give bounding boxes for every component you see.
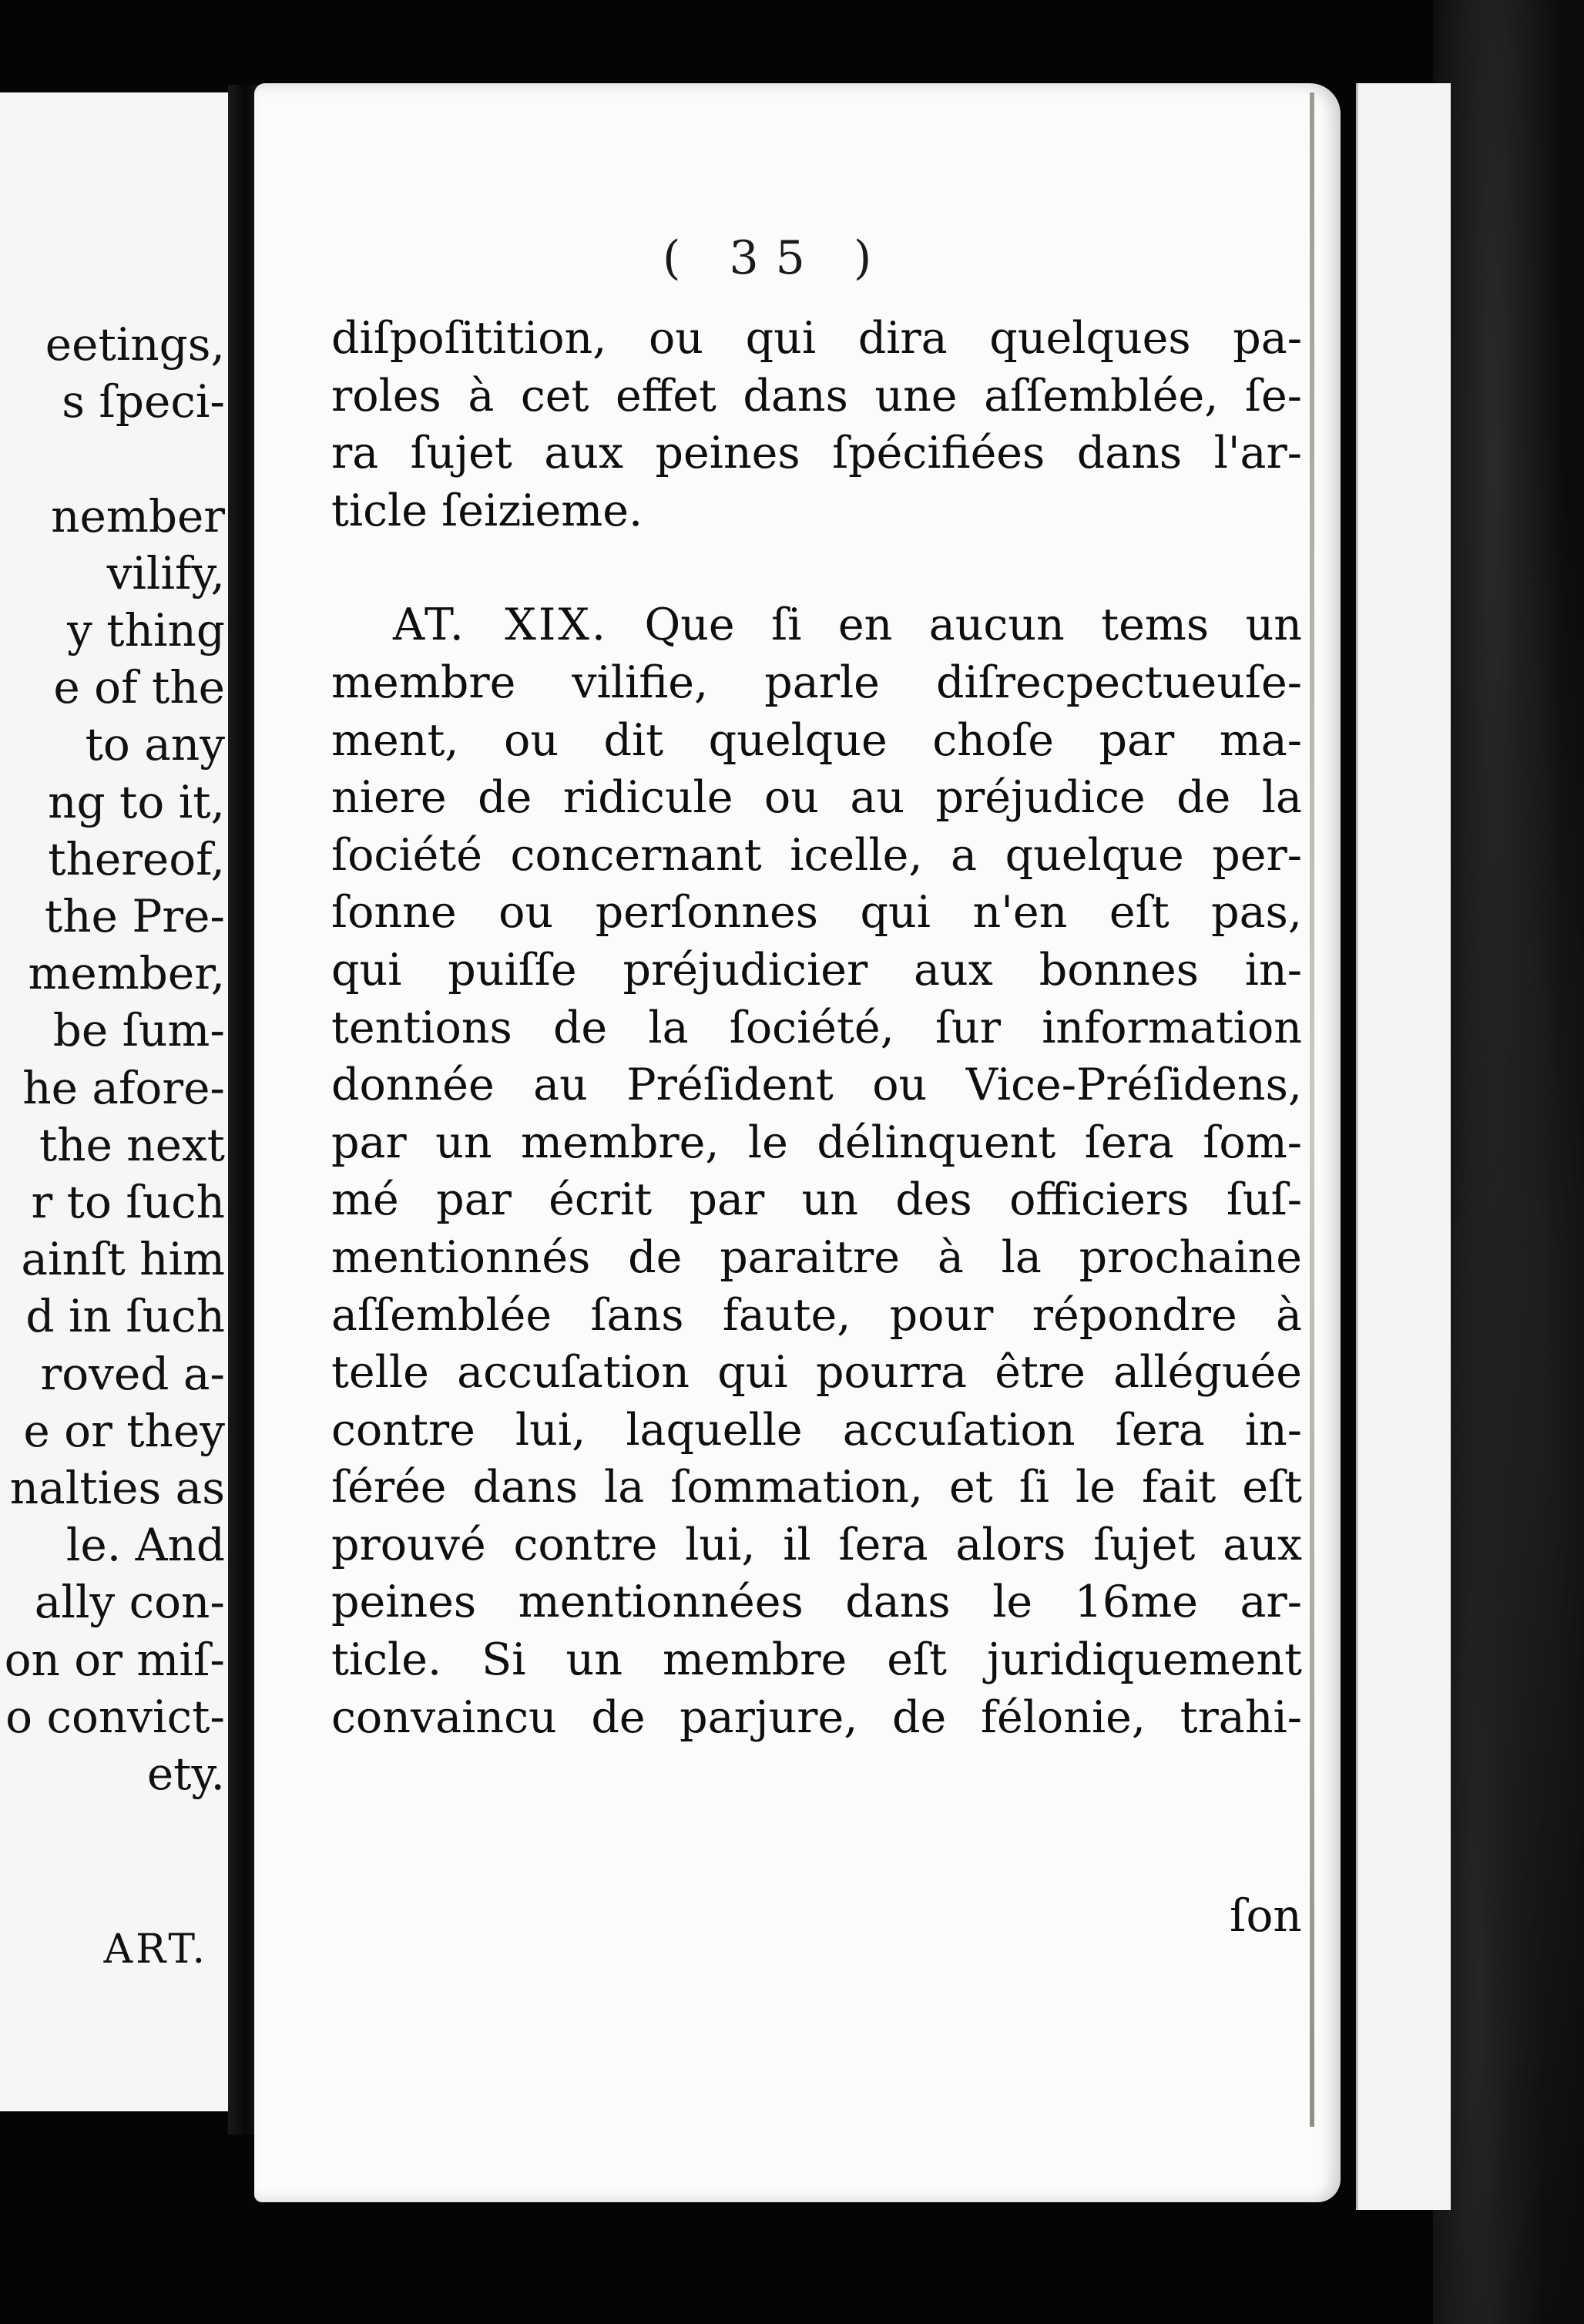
text-line: mé par écrit par un des officiers ſuſ- xyxy=(331,1174,1302,1226)
text-line: donnée au Préſident ou Vice-Préſidens, xyxy=(331,1060,1302,1111)
text-line: prouvé contre lui, il ſera alors ſujet aux xyxy=(331,1519,1302,1570)
left-line: s ſpeci- xyxy=(62,375,225,428)
text-line: ſérée dans la ſommation, et ſi le fait eſt xyxy=(331,1462,1302,1513)
text-line: par un membre, le délinquent ſera ſom- xyxy=(331,1117,1302,1168)
text-line: roles à cet effet dans une aſſemblée, ſe- xyxy=(331,370,1302,421)
text-line: membre vilifie, parle diſrecpectueuſe- xyxy=(331,657,1302,708)
left-line: thereof, xyxy=(48,832,225,885)
text-line: peines mentionnées dans le 16me ar- xyxy=(331,1577,1302,1628)
left-line: vilify, xyxy=(106,546,225,599)
page-body-text xyxy=(331,310,1302,1746)
left-line: ng to it, xyxy=(48,775,225,828)
left-line xyxy=(0,430,225,487)
page-number: ( 35 ) xyxy=(663,231,889,285)
left-line: the next xyxy=(39,1118,225,1171)
text-line: tentions de la ſociété, ſur information xyxy=(331,1002,1302,1053)
left-line: e or they xyxy=(23,1404,225,1457)
text-line: telle accuſation qui pourra être alléguée xyxy=(331,1347,1302,1399)
left-page-text xyxy=(0,316,225,1802)
left-line: ainſt him xyxy=(21,1233,225,1286)
left-line: ety. xyxy=(146,1748,225,1801)
left-line: d in ſuch xyxy=(25,1290,225,1343)
text-line: aſſemblée ſans faute, pour répondre à xyxy=(331,1289,1302,1341)
paragraph-gap xyxy=(331,539,1302,596)
left-line: o convict- xyxy=(5,1690,225,1743)
text-line: Que ſi en aucun tems un xyxy=(644,599,1303,651)
left-line: r to ſuch xyxy=(31,1176,225,1229)
left-line: nember xyxy=(51,489,225,542)
text-line: ment, ou dit quelque choſe par ma- xyxy=(331,714,1302,766)
back-sheet xyxy=(1356,83,1451,2210)
left-line: on or miſ- xyxy=(4,1633,225,1686)
text-line: contre lui, laquelle accuſation ſera in- xyxy=(331,1404,1302,1456)
text-line: ſonne ou perſonnes qui n'en eſt pas, xyxy=(331,887,1302,939)
left-line: ally con- xyxy=(34,1576,225,1629)
text-line: diſpoſitition, ou qui dira quelques pa- xyxy=(331,313,1302,364)
left-line: y thing xyxy=(67,604,225,657)
catchword: ſon xyxy=(1230,1889,1302,1942)
left-line: be ſum- xyxy=(52,1004,225,1057)
left-line: the Pre- xyxy=(44,890,225,943)
page-fold xyxy=(1310,92,1314,2127)
left-line: e of the xyxy=(53,661,225,714)
text-line: qui puiſſe préjudicier aux bonnes in- xyxy=(331,944,1302,996)
left-line: nalties as xyxy=(9,1462,225,1515)
left-catchword: ART. xyxy=(103,1926,208,1973)
text-line: ra ſujet aux peines ſpécifiées dans l'ar- xyxy=(331,428,1302,479)
book-cover-edge xyxy=(1433,0,1584,2324)
left-line: roved a- xyxy=(40,1347,225,1400)
left-page xyxy=(0,92,236,2111)
text-line: ſociété concernant icelle, a quelque per- xyxy=(331,829,1302,881)
text-line: ticle ſeizieme. xyxy=(331,485,643,536)
article-label: AT. XIX. xyxy=(393,599,609,651)
left-line: le. And xyxy=(65,1519,225,1572)
left-line: to any xyxy=(85,718,225,771)
text-line: convaincu de parjure, de félonie, trahi- xyxy=(331,1691,1302,1743)
left-line: eetings, xyxy=(45,318,225,371)
article-heading-line xyxy=(331,596,1302,654)
left-line: member, xyxy=(28,947,225,1000)
text-line: ticle. Si un membre eſt juridiquement xyxy=(331,1634,1302,1686)
left-line: he afore- xyxy=(22,1061,225,1114)
text-line: niere de ridicule ou au préjudice de la xyxy=(331,772,1302,824)
text-line: mentionnés de paraitre à la prochaine xyxy=(331,1231,1302,1283)
